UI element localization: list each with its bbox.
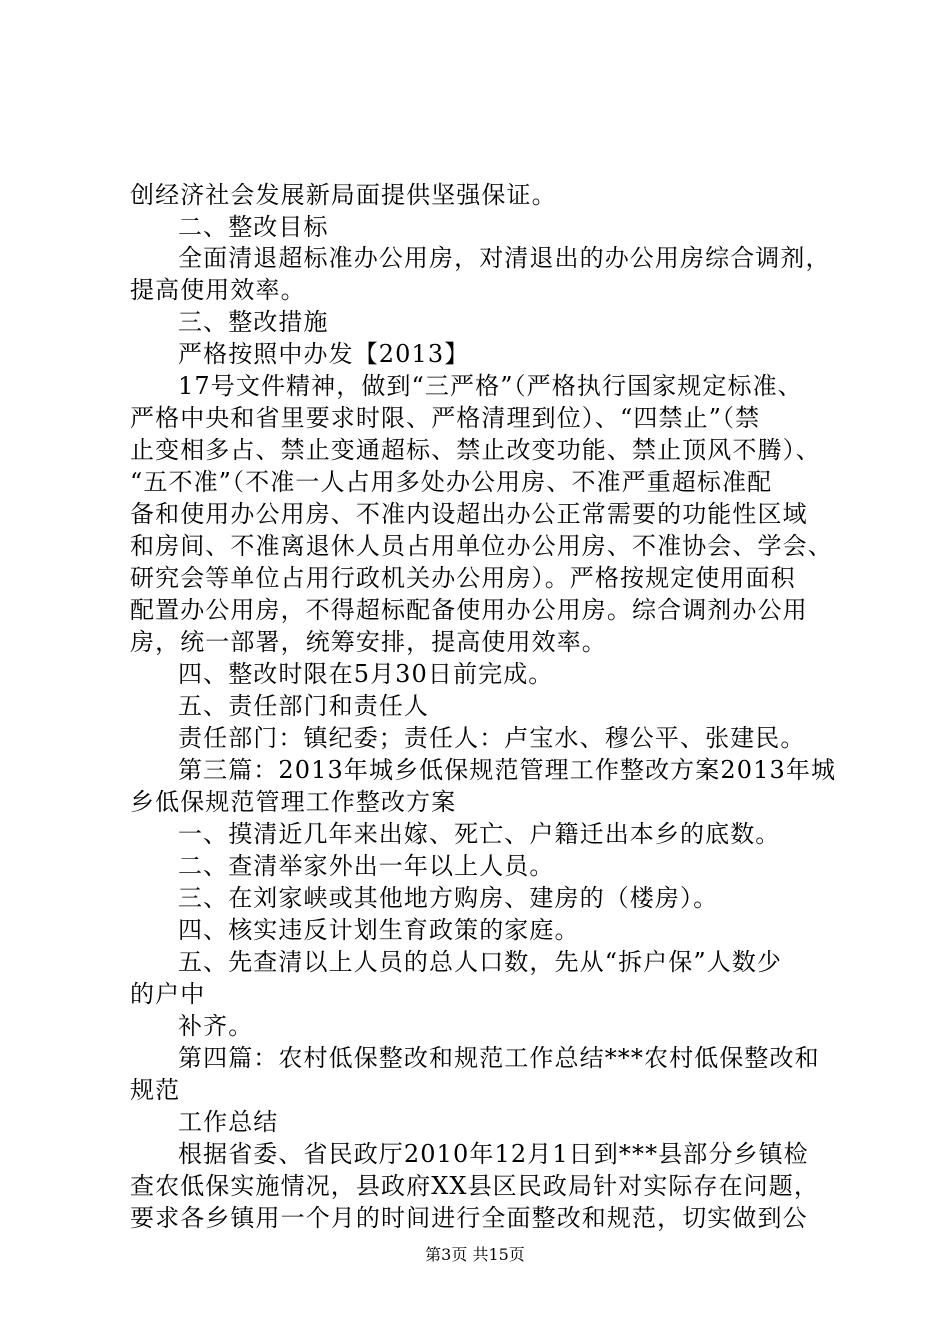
body-text-line: 创经济社会发展新局面提供坚强保证。 (130, 181, 557, 209)
section-heading: 工作总结 (178, 1108, 279, 1136)
chapter-heading: 第四篇：农村低保整改和规范工作总结***农村低保整改和 (178, 1044, 820, 1072)
body-text-line: 责任部门：镇纪委；责任人：卢宝水、穆公平、张建民。 (178, 724, 806, 752)
chapter-heading: 乡低保规范管理工作整改方案 (130, 788, 457, 816)
list-item: 四、核实违反计划生育政策的家庭。 (178, 916, 580, 944)
body-text-line: 要求各乡镇用一个月的时间进行全面整改和规范，切实做到公 (130, 1204, 808, 1232)
body-text-line: 全面清退超标准办公用房，对清退出的办公用房综合调剂， (178, 244, 831, 272)
body-text-line: “五不准”（不准一人占用多处办公用房、不准严重超标准配 (130, 468, 773, 496)
body-text-line: 根据省委、省民政厅2010年12月1日到***县部分乡镇检 (178, 1140, 809, 1168)
list-item: 三、在刘家峡或其他地方购房、建房的（楼房）。 (178, 884, 719, 912)
section-heading: 五、责任部门和责任人 (178, 692, 429, 720)
chapter-heading: 第三篇：2013年城乡低保规范管理工作整改方案2013年城 (178, 756, 837, 784)
chapter-heading: 规范 (130, 1076, 181, 1104)
body-text-line: 查农低保实施情况，县政府XX县区民政局针对实际存在问题， (130, 1172, 819, 1200)
body-text-line: 研究会等单位占用行政机关办公用房）。严格按规定使用面积 (130, 564, 796, 592)
page-number-footer: 第3页 共15页 (425, 1245, 525, 1264)
body-text-line: 补齐。 (178, 1012, 254, 1040)
list-item: 五、先查清以上人员的总人口数，先从“拆户保”人数少 (178, 948, 783, 976)
body-text-line: 严格中央和省里要求时限、严格清理到位）、“四禁止”（禁 (130, 404, 761, 432)
section-heading: 四、整改时限在5月30日前完成。 (178, 660, 554, 688)
list-item: 一、摸清近几年来出嫁、死亡、户籍迁出本乡的底数。 (178, 820, 781, 848)
list-item: 二、查清举家外出一年以上人员。 (178, 852, 555, 880)
section-heading: 三、整改措施 (178, 308, 329, 336)
body-text-line: 提高使用效率。 (130, 276, 306, 304)
body-text-line: 17号文件精神，做到“三严格”（严格执行国家规定标准、 (178, 372, 803, 400)
body-text-line: 房，统一部署，统筹安排，提高使用效率。 (130, 628, 607, 656)
body-text-line: 止变相多占、禁止变通超标、禁止改变功能、禁止顶风不腾）、 (130, 436, 821, 464)
body-text-line: 备和使用办公用房、不准内设超出办公正常需要的功能性区域 (130, 500, 808, 528)
body-text-line: 严格按照中办发【2013】 (178, 340, 470, 368)
section-heading: 二、整改目标 (178, 213, 329, 241)
body-text-line: 的户中 (130, 980, 206, 1008)
body-text-line: 配置办公用房，不得超标配备使用办公用房。综合调剂办公用 (130, 596, 808, 624)
body-text-line: 和房间、不准离退休人员占用单位办公用房、不准协会、学会、 (130, 532, 833, 560)
